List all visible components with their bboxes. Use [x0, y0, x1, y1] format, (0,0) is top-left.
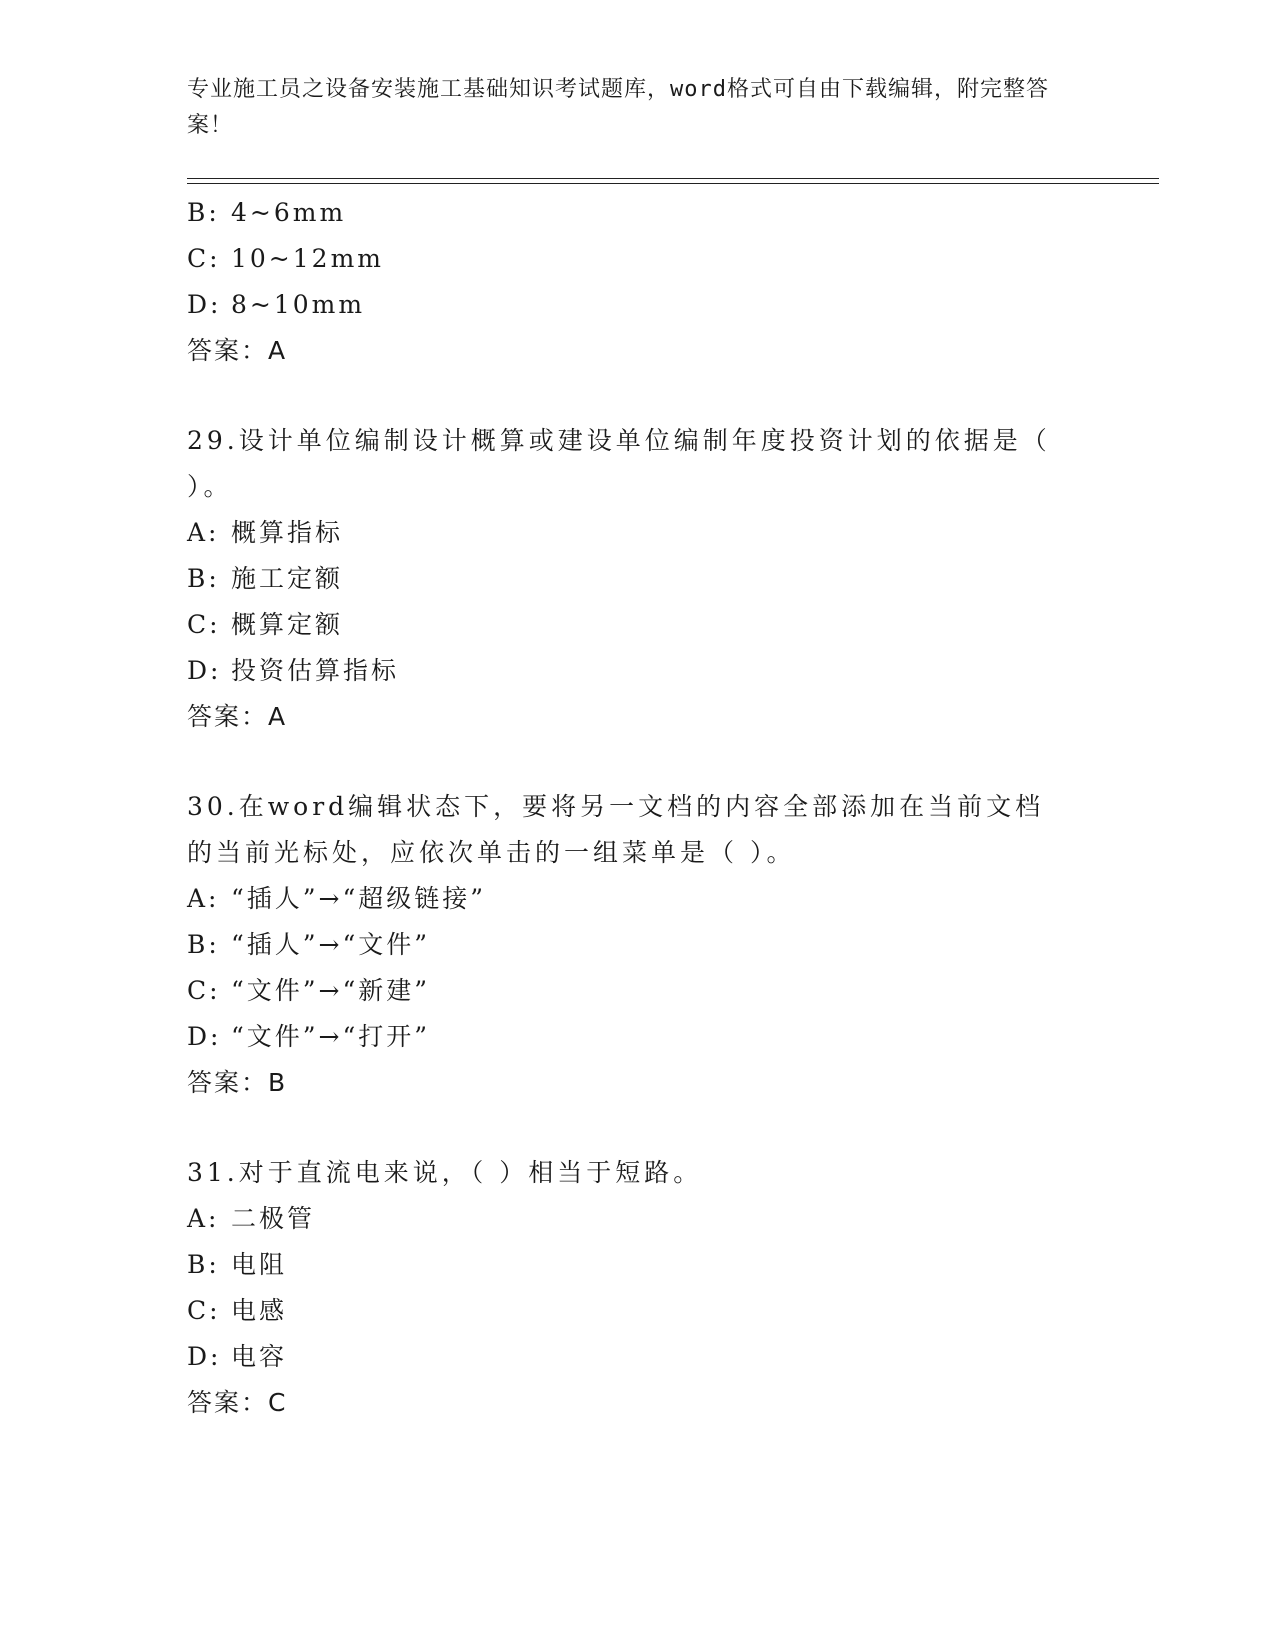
question-text: 29.设计单位编制设计概算或建设单位编制年度投资计划的依据是（ ）。: [187, 426, 1051, 501]
option-c: C: 电感: [187, 1296, 288, 1325]
header-rule-bottom: [187, 183, 1159, 184]
header-rule-top: [187, 178, 1159, 179]
question-text: 30.在word编辑状态下，要将另一文档的内容全部添加在当前文档的当前光标处，应依次单击的一组菜单是（ ）。: [187, 792, 1045, 867]
option-c: C: 10~12mm: [187, 244, 384, 273]
question-text: 31.对于直流电来说，（ ）相当于短路。: [187, 1158, 703, 1187]
option-d: D: 8~10mm: [187, 290, 366, 319]
option-d: D: “文件”→“打开”: [187, 1022, 431, 1051]
option-a: A: 二极管: [187, 1204, 316, 1233]
option-a: A: 概算指标: [187, 518, 344, 547]
option-b: B: 电阻: [187, 1250, 288, 1279]
answer: 答案：A: [187, 336, 288, 365]
question-31: [187, 1150, 1087, 1426]
question-30: [187, 784, 1087, 1106]
option-c: C: 概算定额: [187, 610, 344, 639]
option-d: D: 投资估算指标: [187, 656, 400, 685]
option-d: D: 电容: [187, 1342, 288, 1371]
option-b: B: 4~6mm: [187, 198, 347, 227]
answer: 答案：C: [187, 1388, 288, 1417]
option-b: B: 施工定额: [187, 564, 344, 593]
answer: 答案：B: [187, 1068, 288, 1097]
question-28-partial: [187, 190, 1087, 374]
question-29: [187, 418, 1087, 740]
option-a: A: “插人”→“超级链接”: [187, 884, 487, 913]
option-b: B: “插人”→“文件”: [187, 930, 431, 959]
document-header: 专业施工员之设备安装施工基础知识考试题库，word格式可自由下载编辑，附完整答案！: [187, 77, 1049, 138]
document-body: [187, 190, 1087, 1426]
answer: 答案：A: [187, 702, 288, 731]
option-c: C: “文件”→“新建”: [187, 976, 431, 1005]
